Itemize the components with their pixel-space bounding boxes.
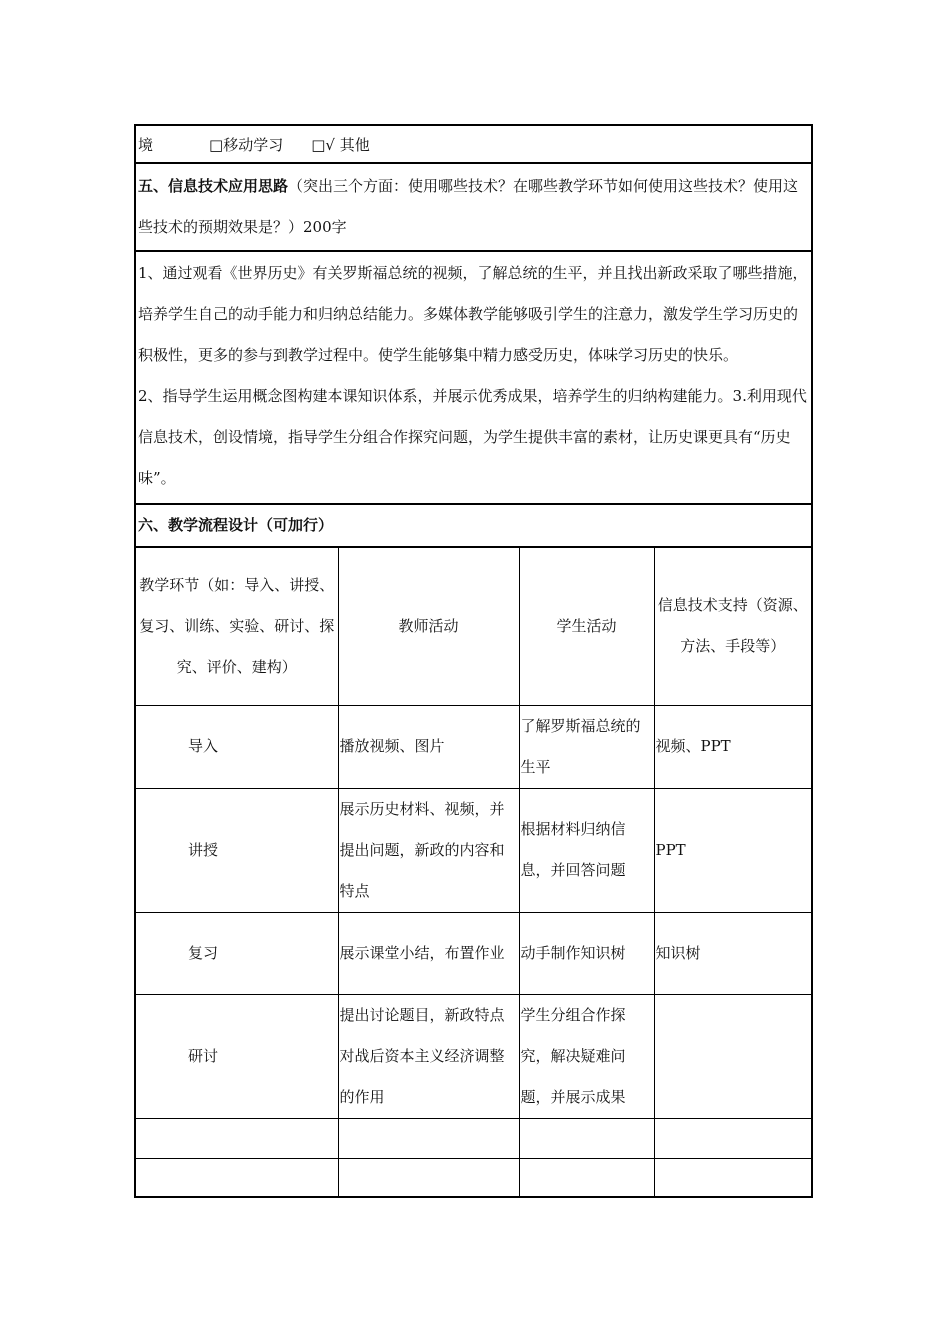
header-tech: 信息技术支持（资源、方法、手段等） [654,548,811,705]
cell-teacher [338,1158,519,1196]
table-row [136,705,811,788]
cell-teacher: 展示课堂小结，布置作业 [338,912,519,994]
section5-title: 五、信息技术应用思路 [138,177,289,195]
table-row [136,912,811,994]
cell-tech: PPT [654,788,811,912]
cell-teacher: 展示历史材料、视频，并提出问题，新政的内容和特点 [338,788,519,912]
section6-title: 六、教学流程设计（可加行） [138,516,334,534]
cell-tech [654,1158,811,1196]
section5-paragraph-1: 1、通过观看《世界历史》有关罗斯福总统的视频，了解总统的生平，并且找出新政采取了哪些措施，培养学生自己的动手能力和归纳总结能力。多媒体教学能够吸引学生的注意力，激发学生学习历史的积极性，更多的参与到教学过程中。使学生能够集中精力感受历史，体味学习历史的快乐。 [138,264,808,364]
table-row [136,1158,811,1196]
cell-student: 动手制作知识树 [519,912,654,994]
section5-content [136,252,811,505]
header-student: 学生活动 [519,548,654,705]
section6-heading [136,505,811,548]
lesson-plan-document [134,124,813,1198]
table-row [136,788,811,912]
header-stage: 教学环节（如：导入、讲授、复习、训练、实验、研讨、探究、评价、建构） [136,548,338,705]
cell-tech: 知识树 [654,912,811,994]
cell-teacher: 播放视频、图片 [338,705,519,788]
env-prefix: 境 [138,135,154,154]
section5-subtitle: （突出三个方面：使用哪些技术？在哪些教学环节如何使用这些技术？使用这些技术的预期效果是？）200字 [138,177,799,236]
cell-tech [654,994,811,1118]
cell-student: 了解罗斯福总统的生平 [519,705,654,788]
flow-header-row [136,548,811,705]
cell-teacher: 提出讨论题目，新政特点对战后资本主义经济调整的作用 [338,994,519,1118]
table-row [136,994,811,1118]
cell-stage: 研讨 [136,994,338,1118]
cell-stage: 导入 [136,705,338,788]
cell-student: 学生分组合作探究，解决疑难问题，并展示成果 [519,994,654,1118]
cell-stage [136,1158,338,1196]
table-row [136,1118,811,1158]
section5-paragraph-2: 2、指导学生运用概念图构建本课知识体系，并展示优秀成果，培养学生的归纳构建能力。3.利用现代信息技术，创设情境，指导学生分组合作探究问题，为学生提供丰富的素材，让历史课更具有“历史味”。 [138,387,807,487]
cell-tech [654,1118,811,1158]
cell-stage: 讲授 [136,788,338,912]
other-option: □√ 其他 [311,135,370,154]
cell-stage: 复习 [136,912,338,994]
form-table [134,124,813,1198]
section5-heading [136,164,811,252]
flow-table [136,548,811,1196]
cell-teacher [338,1118,519,1158]
cell-student [519,1118,654,1158]
cell-student [519,1158,654,1196]
header-teacher: 教师活动 [338,548,519,705]
cell-student: 根据材料归纳信息，并回答问题 [519,788,654,912]
flow-design-area [136,548,811,1196]
learning-environment-row [136,126,811,164]
cell-tech: 视频、PPT [654,705,811,788]
cell-stage [136,1118,338,1158]
mobile-learning-option: □移动学习 [209,135,284,154]
